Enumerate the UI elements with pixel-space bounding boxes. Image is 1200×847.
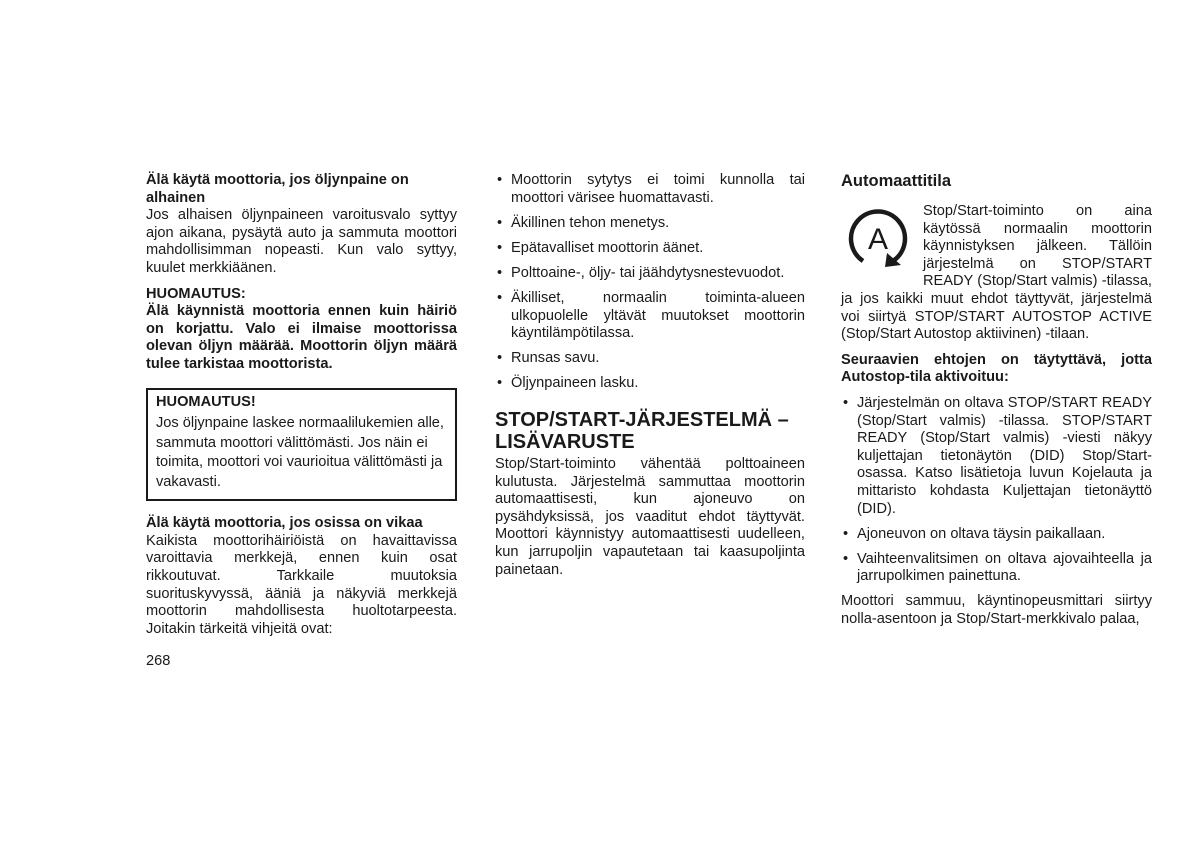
list-item: • Järjestelmän on oltava STOP/START READY (Stop/Start valmis) -tilassa. STOP/START READY (Stop/Start valmis) -viesti näkyy kuljettajan tietonäytön (DID) Stop/Start-osassa. Katso lisätietoja luvun Kojelauta ja mittaristo kohdasta Kuljettajan tietonäyttö (DID).: [841, 395, 1152, 518]
list-item: • Äkilliset, normaalin toiminta-alueen ulkopuolelle yltävät muutokset moottorin käyntilämpötilassa.: [495, 290, 805, 343]
paragraph-warning-signs: Kaikista moottorihäiriöistä on havaittavissa varoittavia merkkejä, ennen kuin osat rikkoutuvat. Tarkkaile muutoksia suorituskyvyssä, ääniä ja näkyviä merkkejä moottorin mahdollisesta huoltotarpeesta. Joitakin tärkeitä vihjeitä ovat:: [146, 532, 457, 637]
note-text: Älä käynnistä moottoria ennen kuin häiriö on korjattu. Valo ei ilmaise moottorissa olevan öljyn määrää. Moottorin öljyn määrä tulee tarkistaa moottorista.: [146, 303, 457, 372]
caution-title: HUOMAUTUS!: [156, 393, 256, 410]
paragraph-auto-mode: Stop/Start-toiminto on aina käytössä normaalin moottorin käynnistyksen jälkeen. Tällöin järjestelmä on STOP/START READY (Stop/Start valmis) -tilassa, ja jos kaikki muut ehdot täyttyvät, järjestelmä voi siirtyä STOP/START AUTOSTOP ACTIVE (Stop/Start Autostop aktiivinen) -tilaan.: [841, 203, 1152, 343]
list-item: • Vaihteenvalitsimen on oltava ajovaihteella ja jarrupolkimen painettuna.: [841, 551, 1152, 586]
caution-text: Jos öljynpaine laskee normaalilukemien alle, sammuta moottori välittömästi. Jos näin ei toimita, moottori voi vaurioitua välittömästi ja vakavasti.: [156, 415, 444, 490]
caution-box: [146, 388, 457, 502]
page-number: 268: [146, 653, 171, 669]
conditions-list: [841, 395, 1152, 586]
note-label: HUOMAUTUS:: [146, 285, 246, 302]
list-item: • Ajoneuvon on oltava täysin paikallaan.: [841, 526, 1152, 544]
paragraph-stop-start-intro: Stop/Start-toiminto vähentää polttoaineen kulutusta. Järjestelmä sammuttaa moottorin automaattisesti, kun ajoneuvo on pysähdyksissä, jos vaaditut ehdot täyttyvät. Moottori käynnistyy automaattisesti uudelleen, kun jarrupoljin vapautetaan tai kaasupoljinta painetaan.: [495, 455, 805, 578]
heading-autostop-conditions: Seuraavien ehtojen on täytyttävä, jotta Autostop-tila aktivoituu:: [841, 351, 1152, 386]
paragraph-oil-warning: Jos alhaisen öljynpaineen varoitusvalo syttyy ajon aikana, pysäytä auto ja sammuta moottori mahdollisimman nopeasti. Kun valo syttyy, kuulet merkkiäänen.: [146, 207, 457, 276]
list-item: • Moottorin sytytys ei toimi kunnolla tai moottori värisee huomattavasti.: [495, 172, 805, 207]
symptom-list: [495, 172, 805, 393]
column-right: [841, 172, 1152, 629]
svg-text:A: A: [867, 223, 889, 256]
section-title-stop-start: STOP/START-JÄRJESTELMÄ – LISÄVARUSTE: [495, 408, 789, 454]
heading-low-oil-pressure: Älä käytä moottoria, jos öljynpaine on alhainen: [146, 172, 409, 206]
auto-stop-start-icon: [841, 207, 919, 277]
list-item: • Epätavalliset moottorin äänet.: [495, 240, 805, 258]
column-left: [146, 172, 457, 638]
paragraph-engine-stops: Moottori sammuu, käyntinopeusmittari siirtyy nolla-asentoon ja Stop/Start-merkkivalo palaa,: [841, 593, 1152, 627]
list-item: • Polttoaine-, öljy- tai jäähdytysnestevuodot.: [495, 265, 805, 283]
list-item: • Öljynpaineen lasku.: [495, 375, 805, 393]
list-item: • Runsas savu.: [495, 350, 805, 368]
column-middle: [495, 172, 805, 579]
heading-automatic-mode: Automaattitila: [841, 172, 952, 190]
heading-faulty-parts: Älä käytä moottoria, jos osissa on vikaa: [146, 515, 423, 532]
list-item: • Äkillinen tehon menetys.: [495, 215, 805, 233]
